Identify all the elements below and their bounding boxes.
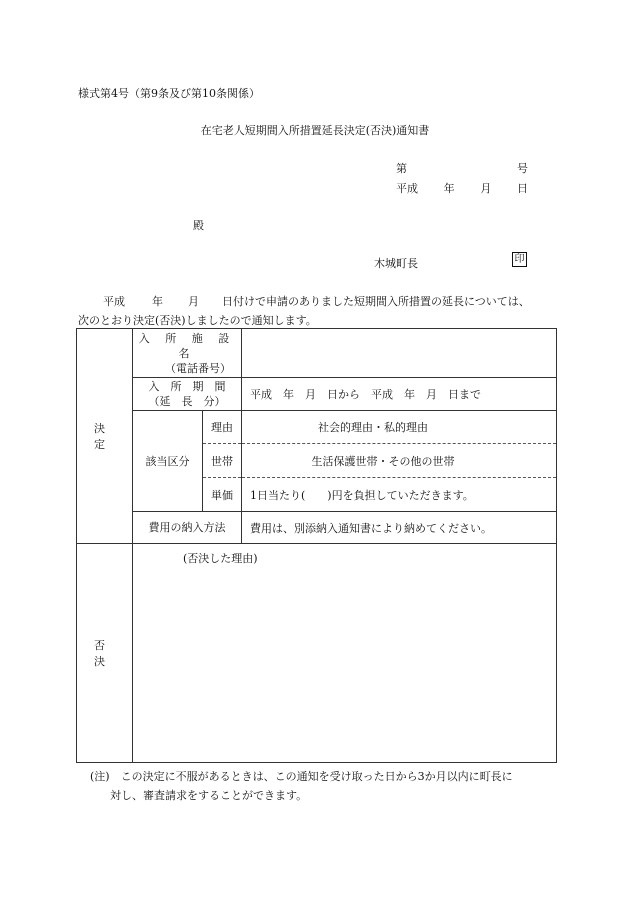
reason-options[interactable]: 社会的理由・私的理由 (318, 421, 428, 434)
category-label: 該当区分 (133, 411, 203, 512)
decision-table (76, 328, 557, 763)
intro-rest: 日付けで申請のありました短期間入所措置の延長については、 (222, 295, 530, 308)
facility-label (133, 329, 242, 378)
facility-label-line1: 入 所 施 設 名 (138, 331, 236, 360)
intro-line-2: 次のとおり決定(否決)しましたので通知します。 (78, 314, 317, 327)
intro-month: 月 (188, 295, 199, 308)
household-options[interactable]: 生活保護世帯・その他の世帯 (311, 454, 455, 468)
facility-label-line2: （電話番号） (165, 361, 231, 375)
date-year: 年 (443, 182, 455, 195)
doc-no-prefix: 第 (396, 162, 407, 175)
reason-label: 理由 (203, 411, 242, 444)
unit-price-label: 単価 (203, 478, 242, 512)
rejection-reason-box[interactable] (133, 544, 557, 763)
payment-label: 費用の納入方法 (133, 512, 242, 544)
document-title: 在宅老人短期間入所措置延長決定(否決)通知書 (200, 124, 430, 137)
document-number (396, 160, 528, 176)
period-label (133, 378, 242, 411)
rejection-reason-label: (否決した理由) (183, 552, 258, 565)
period-label-line1: 入 所 期 間 (148, 380, 226, 393)
date-era: 平成 (396, 182, 418, 195)
note-line-1: (注) この決定に不服があるときは、この通知を受け取った日から3か月以内に町長に (90, 770, 513, 783)
issue-date (396, 180, 528, 196)
seal-mark: 印 (512, 252, 527, 267)
facility-value[interactable] (242, 329, 557, 378)
form-number: 様式第4号（第9条及び第10条関係） (78, 87, 260, 100)
note-line-2: 対し、審査請求をすることができます。 (110, 789, 308, 802)
reason-value[interactable] (242, 411, 557, 444)
intro-line-1 (103, 293, 530, 309)
period-label-line2: （延 長 分） (148, 395, 226, 408)
period-value[interactable]: 平成 年 月 日から 平成 年 月 日まで (242, 378, 557, 411)
household-label: 世帯 (203, 444, 242, 478)
household-value[interactable] (242, 444, 557, 478)
date-day: 日 (516, 182, 528, 195)
doc-no-suffix: 号 (517, 162, 528, 175)
payment-value: 費用は、別添納入通知書により納めてください。 (242, 512, 557, 544)
unit-price-value[interactable]: 1日当たり( )円を負担していただきます。 (242, 478, 557, 512)
intro-year: 年 (152, 295, 163, 308)
decision-label: 決 定 (77, 329, 133, 544)
addressee: 殿 (193, 219, 204, 232)
date-month: 月 (480, 182, 492, 195)
rejection-label: 否 決 (77, 544, 133, 763)
intro-era: 平成 (103, 295, 125, 308)
issuer: 木城町長 (374, 257, 418, 270)
